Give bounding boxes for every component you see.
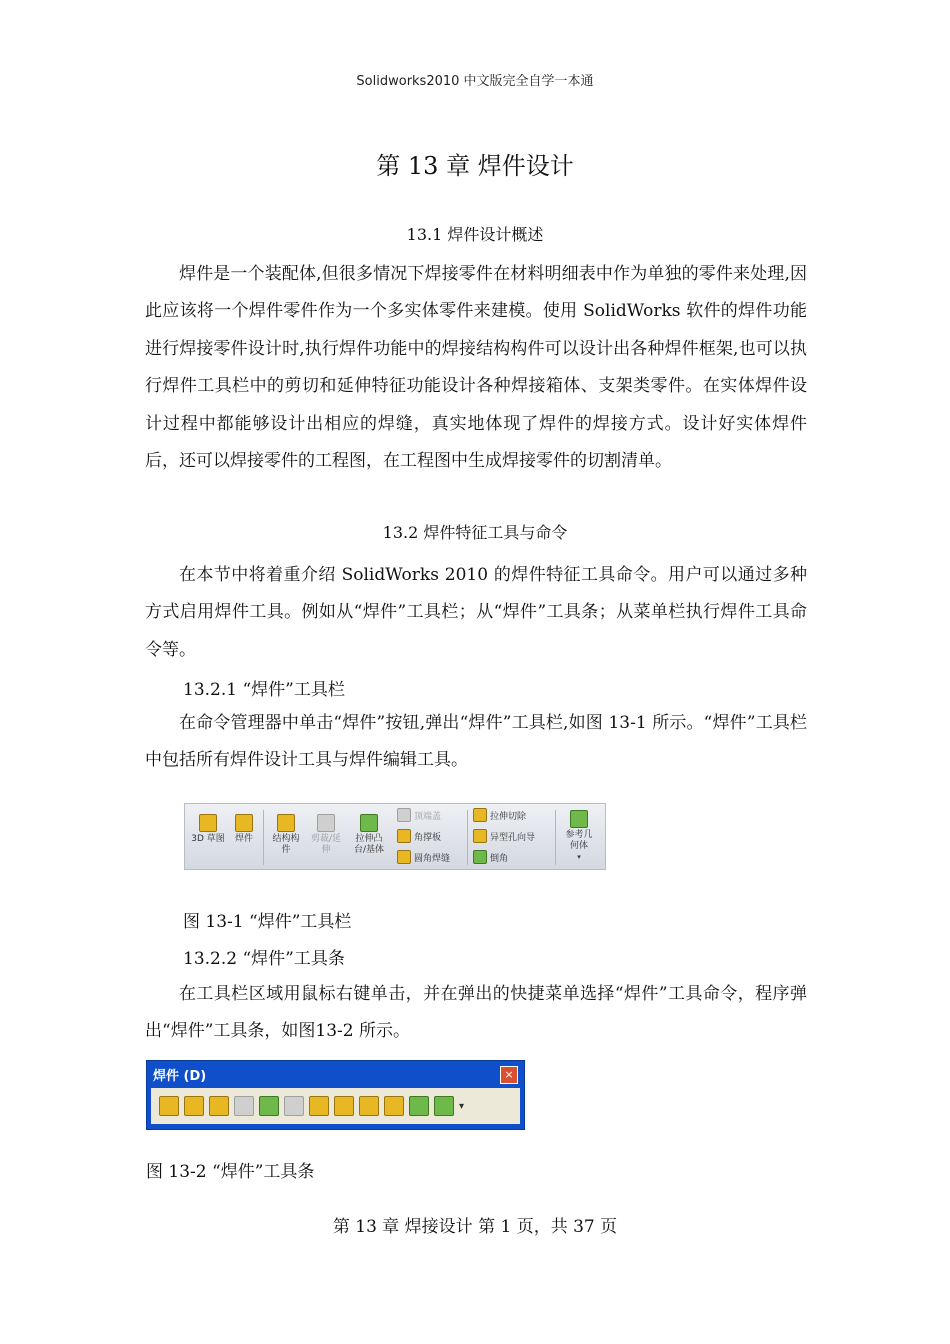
weldment-icon <box>184 1096 204 1116</box>
ribbon-hole-wizard <box>473 829 535 843</box>
ribbon-chamfer <box>473 850 508 864</box>
hole-wizard-icon <box>384 1096 404 1116</box>
weldment-icon <box>235 814 253 832</box>
structural-member-icon <box>209 1096 229 1116</box>
trim-extend-icon <box>234 1096 254 1116</box>
toolbar-body <box>151 1088 520 1124</box>
page-footer: 第 13 章 焊接设计 第 1 页，共 37 页 <box>332 1217 618 1237</box>
ribbon-separator <box>467 810 468 865</box>
section-13-2-2-body: 在工具栏区域用鼠标右键单击，并在弹出的快捷菜单选择“焊件”工具命令，程序弹出“焊件”工具条，如图13-2 所示。 <box>145 984 807 1042</box>
ribbon-end-cap-label: 顶端盖 <box>414 811 442 822</box>
ribbon-gusset <box>397 829 441 843</box>
extrude-boss-icon <box>259 1096 279 1116</box>
extrude-cut-icon <box>473 808 487 822</box>
reference-geometry-icon <box>570 810 588 828</box>
page-header: Solidworks2010 中文版完全自学一本通 <box>356 74 594 89</box>
fillet-bead-icon <box>397 850 411 864</box>
figure-13-2-caption: 图 13-2 “焊件”工具条 <box>146 1162 315 1182</box>
close-icon: × <box>500 1066 518 1084</box>
hole-wizard-icon <box>473 829 487 843</box>
ribbon-dropdown-icon: ▾ <box>577 853 581 861</box>
ribbon-separator <box>263 810 264 865</box>
ribbon-ref-label-2: 何体 <box>569 841 588 851</box>
3d-sketch-icon <box>159 1096 179 1116</box>
ribbon-extrude-boss <box>349 814 389 856</box>
ribbon-extrude-cut-label: 拉伸切除 <box>490 811 527 822</box>
reference-geometry-icon <box>434 1096 454 1116</box>
structural-member-icon <box>277 814 295 832</box>
figure-13-1-caption: 图 13-1 “焊件”工具栏 <box>183 912 352 932</box>
section-13-2-body: 在本节中将着重介绍 SolidWorks 2010 的焊件特征工具命令。用户可以通过多种方式启用焊件工具。例如从“焊件”工具栏；从“焊件”工具条；从菜单栏执行焊件工具命令等。 <box>145 565 807 660</box>
ribbon-gusset-label: 角撑板 <box>414 832 442 843</box>
section-13-2-1-title: 13.2.1 “焊件”工具栏 <box>183 680 345 700</box>
ribbon-separator <box>555 810 556 865</box>
trim-extend-icon <box>317 814 335 832</box>
weldment-toolbar-figure <box>146 1060 525 1130</box>
gusset-icon <box>309 1096 329 1116</box>
fillet-bead-icon <box>334 1096 354 1116</box>
ribbon-extrude-cut <box>473 808 526 822</box>
ribbon-structural-label-1: 结构构 <box>272 834 300 844</box>
end-cap-icon <box>397 808 411 822</box>
3d-sketch-icon <box>199 814 217 832</box>
ribbon-end-cap <box>397 808 441 822</box>
ribbon-ref-label-1: 参考几 <box>565 830 593 840</box>
gusset-icon <box>397 829 411 843</box>
ribbon-weldment <box>231 814 257 845</box>
ribbon-structural-label-2: 件 <box>281 845 291 855</box>
chevron-down-icon: ▾ <box>459 1100 465 1112</box>
extrude-boss-icon <box>360 814 378 832</box>
ribbon-fillet-bead-label: 圆角焊缝 <box>414 853 451 864</box>
ribbon-chamfer-label: 倒角 <box>490 853 509 864</box>
ribbon-3d-sketch <box>191 814 225 845</box>
ribbon-3d-sketch-label: 3D 草图 <box>191 834 225 844</box>
toolbar-title: 焊件 (D) <box>153 1069 207 1084</box>
ribbon-trim-extend <box>307 814 345 856</box>
chapter-title: 第 13 章 焊件设计 <box>376 152 574 180</box>
ribbon-fillet-bead <box>397 850 450 864</box>
ribbon-extrude-label-1: 拉伸凸 <box>355 834 383 844</box>
ribbon-extrude-label-2: 台/基体 <box>353 845 385 855</box>
chamfer-icon <box>473 850 487 864</box>
section-13-2-1-body: 在命令管理器中单击“焊件”按钮,弹出“焊件”工具栏,如图 13-1 所示。“焊件”工具栏中包括所有焊件设计工具与焊件编辑工具。 <box>145 713 807 771</box>
chamfer-icon <box>409 1096 429 1116</box>
ribbon-structural-member <box>269 814 303 856</box>
section-13-1-body: 焊件是一个装配体,但很多情况下焊接零件在材料明细表中作为单独的零件来处理,因此应该将一个焊件零件作为一个多实体零件来建模。使用 SolidWorks 软件的焊件功能进行焊接零件设计时,执行焊件功能中的焊接结构构件可以设计出各种焊件框架,也可以执行焊件工具栏中的剪切和延伸特征功能设计各种焊接箱体、支架类零件。在实体焊件设计过程中都能够设计出相应的焊缝，真实地体现了焊件的焊接方式。设计好实体焊件后，还可以焊接零件的工程图，在工程图中生成焊接零件的切割清单。 <box>145 264 807 472</box>
ribbon-hole-wizard-label: 异型孔向导 <box>490 832 536 843</box>
extrude-cut-icon <box>359 1096 379 1116</box>
weldment-ribbon-figure <box>184 803 606 870</box>
end-cap-icon <box>284 1096 304 1116</box>
ribbon-weldment-label: 焊件 <box>234 834 253 844</box>
ribbon-reference-geometry <box>559 810 599 863</box>
section-13-1-title: 13.1 焊件设计概述 <box>406 225 544 244</box>
section-13-2-title: 13.2 焊件特征工具与命令 <box>382 523 568 542</box>
ribbon-trim-label-2: 伸 <box>321 845 331 855</box>
section-13-2-2-title: 13.2.2 “焊件”工具条 <box>183 949 345 969</box>
ribbon-trim-label-1: 剪裁/延 <box>310 834 342 844</box>
